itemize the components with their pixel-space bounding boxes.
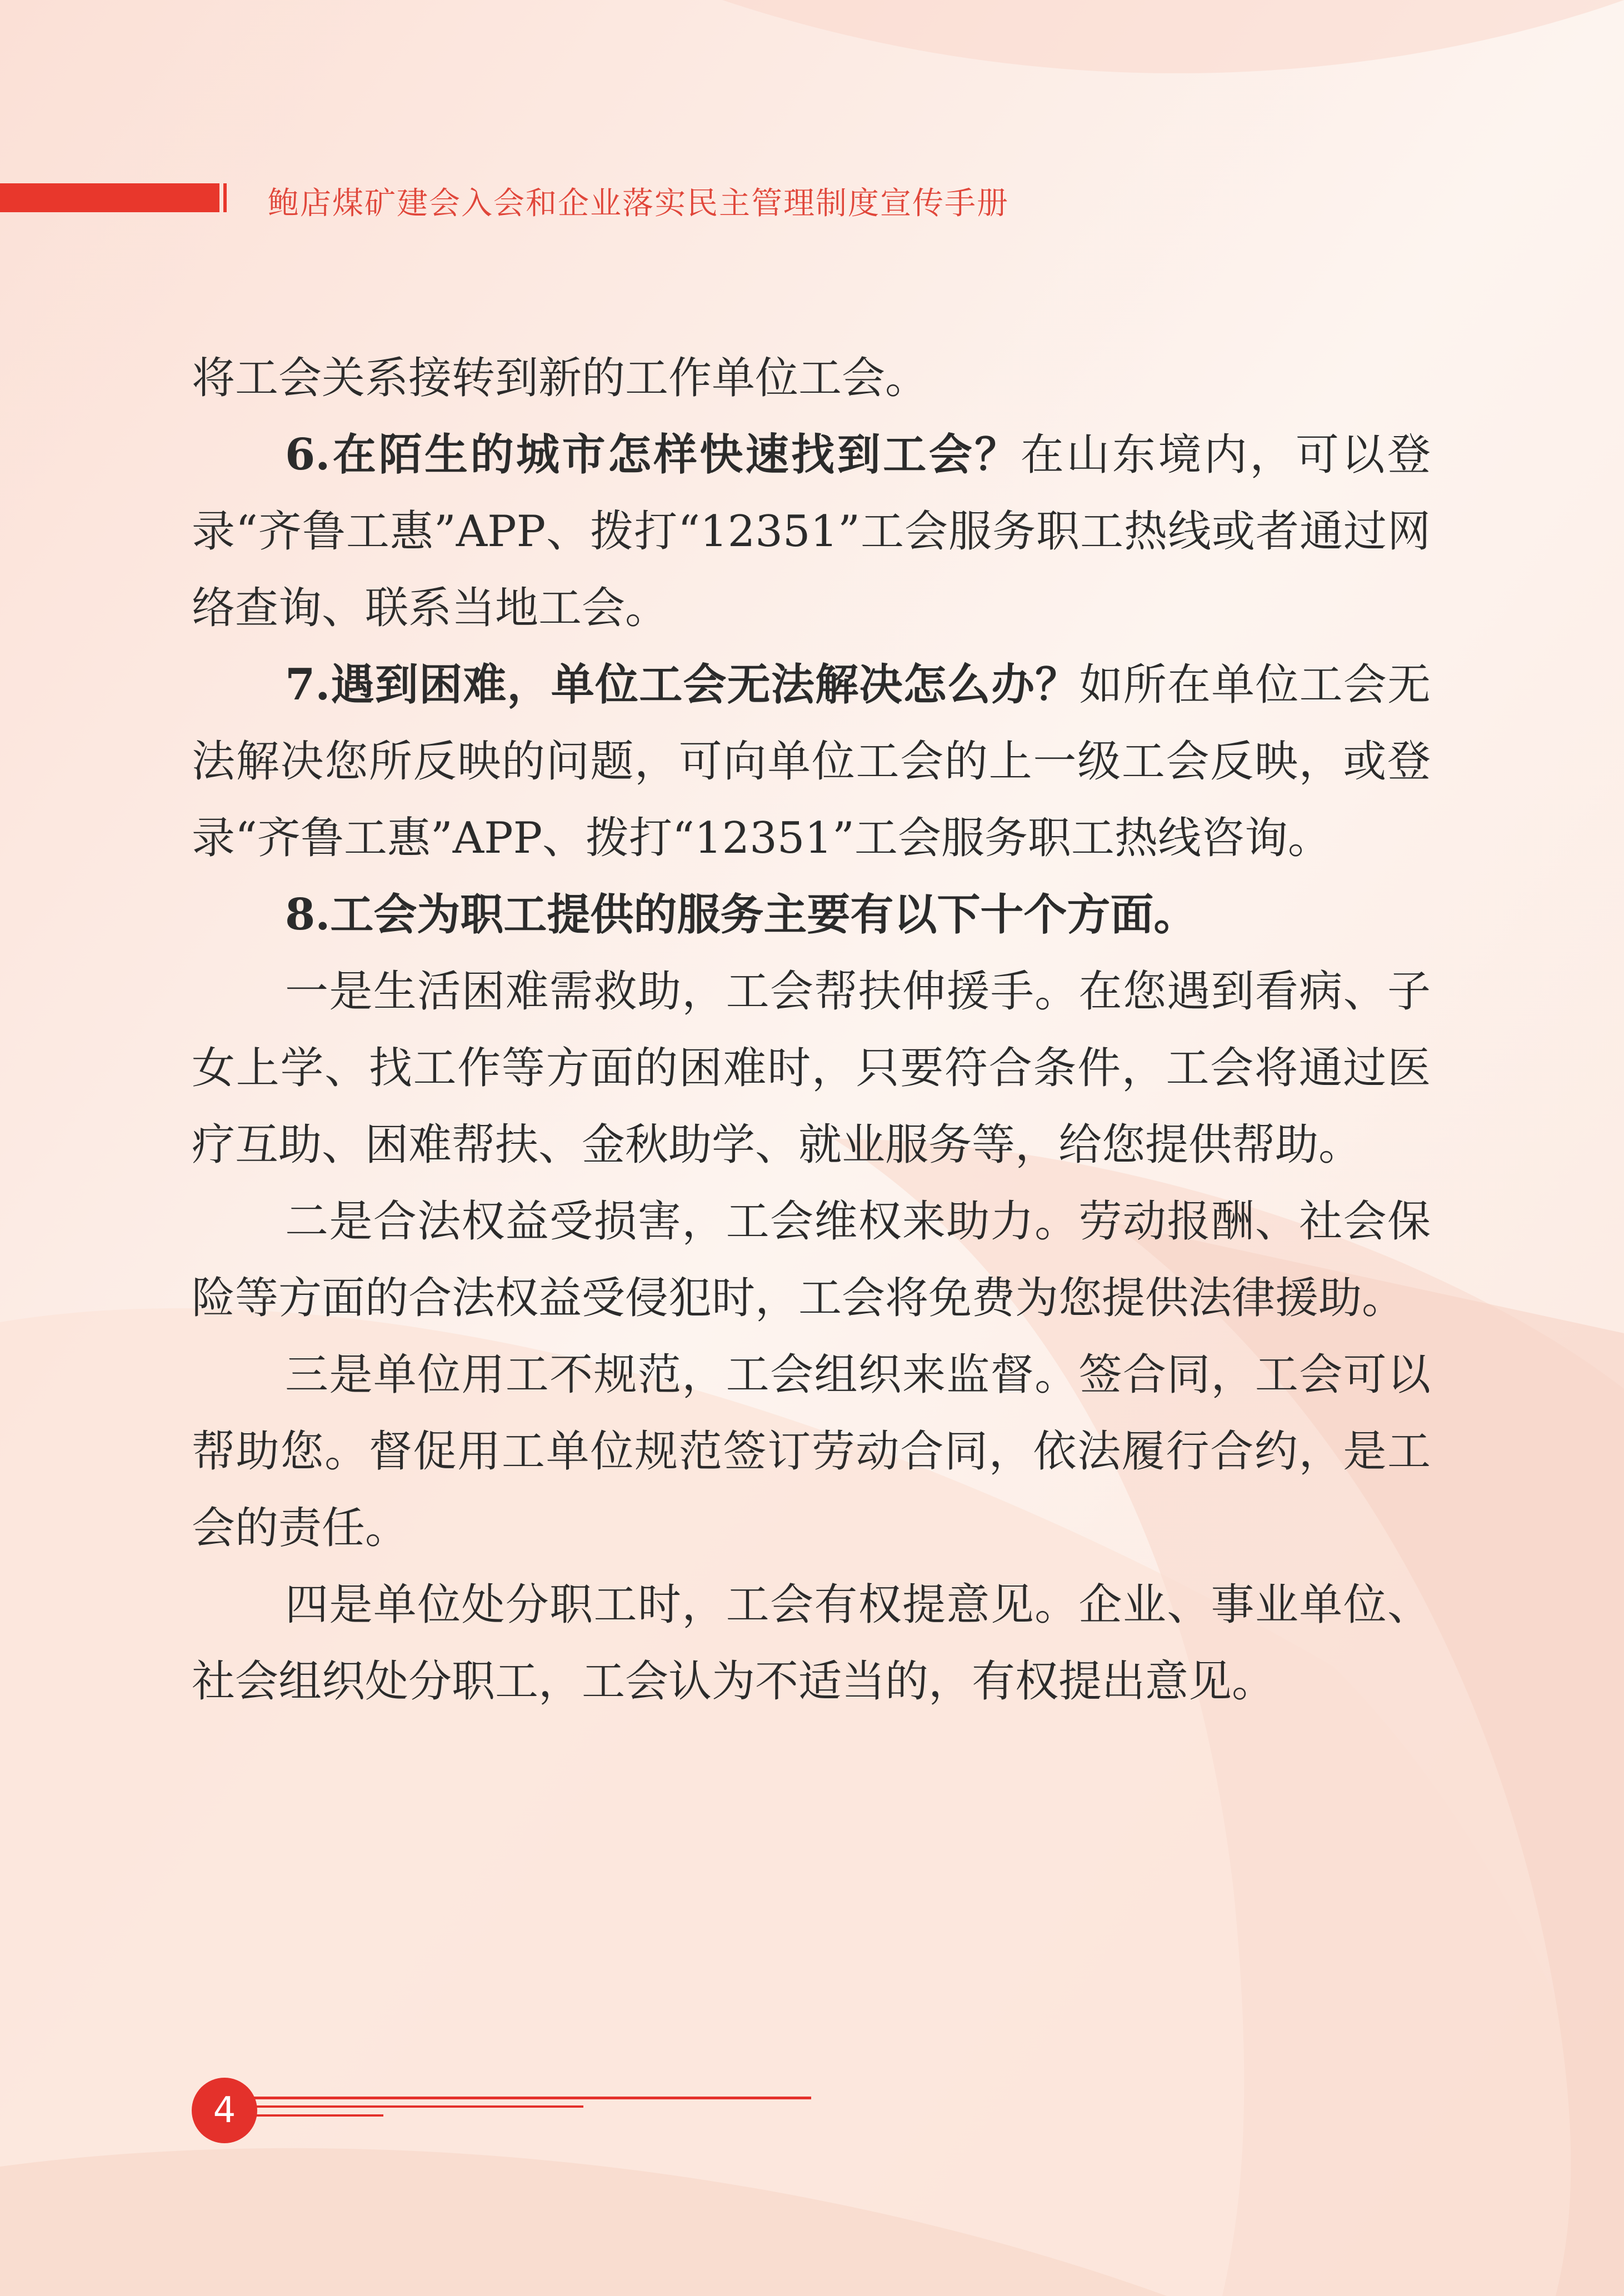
service-item-2: 二是合法权益受损害，工会维权来助力。劳动报酬、社会保险等方面的合法权益受侵犯时，工会将免费为您提供法律援助。 [192, 1197, 1431, 1323]
service-item-4: 四是单位处分职工时，工会有权提意见。企业、事业单位、社会组织处分职工，工会认为不适当的，有权提出意见。 [192, 1580, 1431, 1707]
answer-6: 在山东境内，可以登录“齐鲁工惠”APP、拨打“12351”工会服务职工热线或者通过网络查询、联系当地工会。 [192, 430, 1431, 633]
service-item-3: 三是单位用工不规范，工会组织来监督。签合同，工会可以帮助您。督促用工单位规范签订劳动合同，依法履行合约，是工会的责任。 [192, 1350, 1431, 1553]
service-item-1: 一是生活困难需救助，工会帮扶伸援手。在您遇到看病、子女上学、找工作等方面的困难时，只要符合条件，工会将通过医疗互助、困难帮扶、金秋助学、就业服务等，给您提供帮助。 [192, 967, 1431, 1170]
qa-item-8 [192, 877, 1431, 953]
question-6: 6.在陌生的城市怎样快速找到工会？ [285, 429, 1021, 480]
answer-7: 如所在单位工会无法解决您所反映的问题，可向单位工会的上一级工会反映，或登录“齐鲁工惠”APP、拨打“12351”工会服务职工热线咨询。 [192, 660, 1431, 863]
header-accent-bar [0, 183, 219, 212]
page-body [192, 340, 1431, 1720]
qa-item-6 [192, 417, 1431, 647]
footer-rule-long [244, 2097, 811, 2099]
paragraph-continuation: 将工会关系接转到新的工作单位工会。 [192, 353, 929, 403]
qa-item-7 [192, 647, 1431, 877]
footer-rule-short [244, 2114, 383, 2117]
footer-rule-mid [244, 2105, 583, 2108]
header-accent-tick [223, 183, 227, 212]
page-number: 4 [213, 2090, 236, 2131]
question-7: 7.遇到困难，单位工会无法解决怎么办？ [285, 659, 1080, 710]
page-number-badge [192, 2078, 257, 2143]
running-header-title: 鲍店煤矿建会入会和企业落实民主管理制度宣传手册 [268, 186, 1009, 222]
question-8: 8.工会为职工提供的服务主要有以下十个方面。 [285, 889, 1197, 940]
